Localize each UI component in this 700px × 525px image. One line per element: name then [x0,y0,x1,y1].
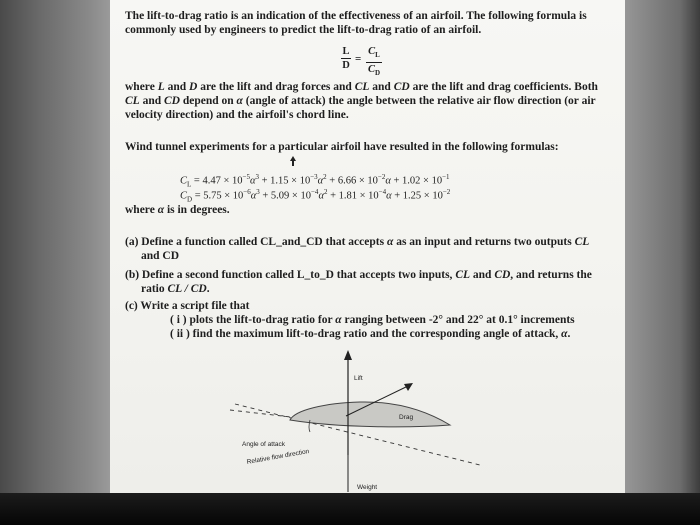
task-a-line-2: and CD [141,250,180,262]
task-b-line-1: (b) Define a second function called L_to_D that accepts two inputs, CL and CD, and returns the [125,269,592,281]
degrees-note: where α is in degrees. [125,204,230,216]
lift-arrow-head-icon [344,350,352,360]
intro-line-2: commonly used by engineers to predict the lift-to-drag ratio of an airfoil. [125,24,482,36]
formula-drag-coefficient: $C_D$ [367,64,381,78]
document-page [110,0,625,493]
wind-tunnel-intro: Wind tunnel experiments for a particular airfoil have resulted in the following formulas: [125,141,559,153]
airfoil-shape [290,402,450,427]
task-a-line-1: (a) Define a function called CL_and_CD that accepts α as an input and returns two outputs CL [125,236,590,248]
intro-line-1: The lift-to-drag ratio is an indication of the effectiveness of an airfoil. The following formula is [125,10,587,22]
formula-drag-symbol: D [342,60,350,71]
task-c-i: ( i ) plots the lift-to-drag ratio for α ranging between -2° and 22° at 0.1° increments [170,314,575,326]
task-c-ii: ( ii ) find the maximum lift-to-drag ratio and the corresponding angle of attack, α. [170,328,571,340]
relative-flow-label: Relative flow direction [246,448,310,466]
definition-line-2: CL and CD depend on α (angle of attack) the angle between the relative air flow direction (or air [125,95,596,107]
formula-equals: = [355,53,362,65]
task-b-line-2: ratio CL / CD. [141,283,210,295]
lift-label: Lift [354,375,363,382]
airfoil-diagram [110,0,625,493]
angle-of-attack-label: Angle of attack [242,441,285,448]
task-c-line-1: (c) Write a script file that [125,300,250,312]
definition-line-1: where L and D are the lift and drag forces and CL and CD are the lift and drag coefficients. Both [125,81,598,93]
cd-formula: $C_D = 5.75 \times 10^{-6}\alpha^3 + 5.09 \times 10^{-4}\alpha^2 + 1.81 \times 10^{-4}\alpha + 1.25 \times 10^{-2}$ [180,188,451,204]
formula-lift-symbol: L [342,46,350,57]
screen-bottom-bezel [0,493,700,525]
drag-label: Drag [399,414,414,421]
weight-label: Weight [357,484,378,491]
formula-lift-coefficient: $C_L$ [368,46,380,60]
definition-line-3: velocity direction) and the airfoil's chord line. [125,109,349,121]
cl-formula: $C_L = 4.47 \times 10^{-5}\alpha^3 + 1.15 \times 10^{-3}\alpha^2 + 6.66 \times 10^{-2}\alpha + 1.02 \times 10^{-1}$ [180,173,450,189]
